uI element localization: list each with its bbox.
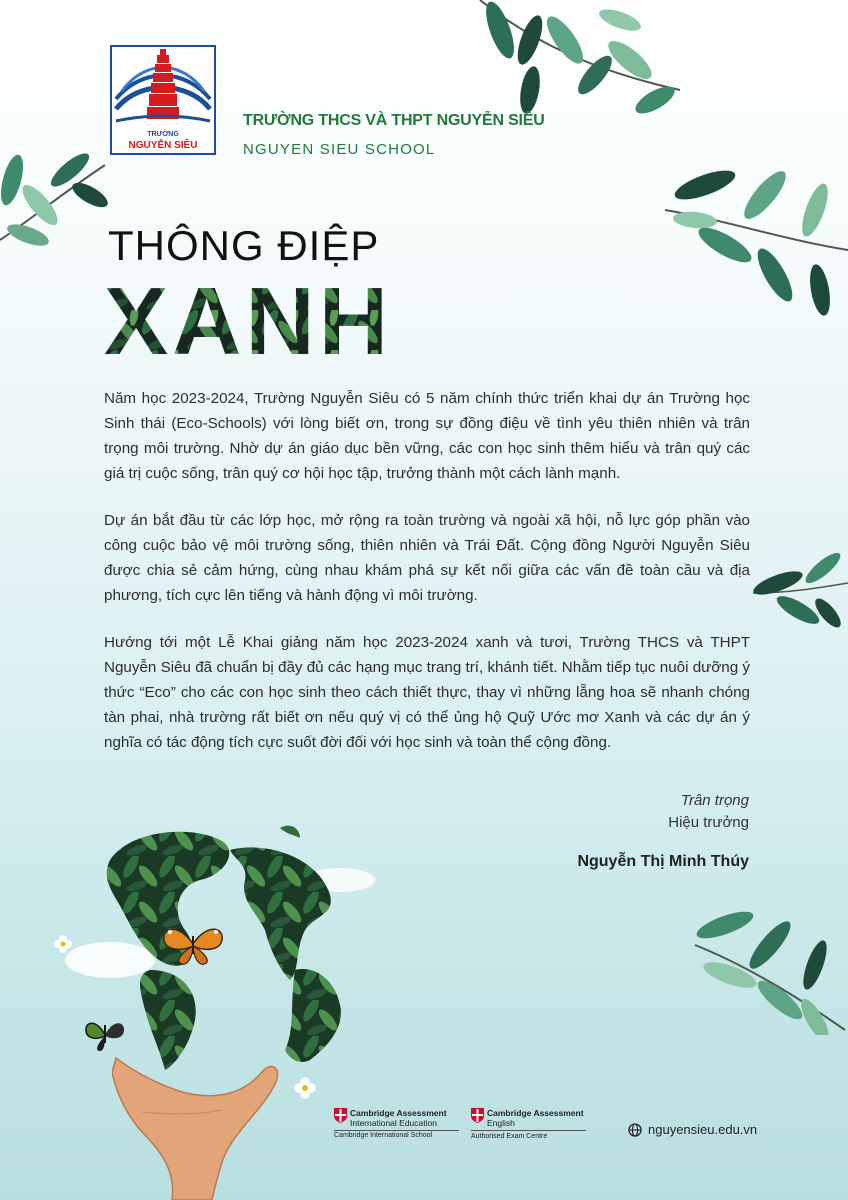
signature-name: Nguyễn Thị Minh Thúy [577, 853, 749, 870]
leaf-branch-icon [685, 905, 848, 1035]
partner-line-1: Cambridge Assessment [487, 1108, 584, 1118]
hand-icon [112, 1052, 282, 1200]
partner-cambridge-international [334, 1108, 464, 1148]
globe-web-icon [628, 1123, 642, 1137]
partner-cambridge-english [471, 1108, 591, 1148]
partner-line-1: Cambridge Assessment [350, 1108, 447, 1118]
partner-line-2: International Education [350, 1118, 437, 1128]
school-name-english: NGUYEN SIEU SCHOOL [243, 141, 436, 158]
leaf-branch-icon [0, 145, 110, 255]
title-line-2-text: XANH [104, 270, 393, 365]
partner-line-3: Authorised Exam Centre [471, 1133, 548, 1140]
shield-icon [471, 1108, 484, 1123]
butterfly-icon [82, 1015, 128, 1053]
signature-regards: Trân trọng [680, 792, 749, 809]
butterfly-icon [160, 922, 226, 966]
body-paragraph-1: Năm học 2023-2024, Trường Nguyễn Siêu có 5 năm chính thức triển khai dự án Trường học Sinh thái (Eco-Schools) với lòng biết ơn, trong sự đồng điệu về tình yêu thiên nhiên và trân trọng môi trường. Nhờ dự án giáo dục bền vững, các con học sinh thêm hiểu và trân quý các giá trị cuộc sống, trân quý cơ hội học tập, trưởng thành một cách lành mạnh. [104, 390, 750, 482]
logo-caption-big: NGUYỄN SIÊU [128, 140, 198, 151]
leaf-branch-icon [665, 150, 848, 320]
logo-caption-small: TRƯỜNG [147, 131, 179, 138]
body-paragraph-3: Hướng tới một Lễ Khai giảng năm học 2023-2024 xanh và tươi, Trường THCS và THPT Nguyễn Siêu đã chuẩn bị đầy đủ các hạng mục trang trí, khánh tiết. Nhằm tiếp tục nuôi dưỡng ý thức “Eco” cho các con học sinh theo cách thiết thực, thay vì những lẵng hoa sẽ nhanh chóng tàn phai, nhà trường rất biết ơn nếu quý vị có thể ủng hộ Quỹ Ước mơ Xanh và các dự án ý nghĩa có tác động tích cực suốt đời đối với học sinh và toàn thể cộng đồng. [104, 634, 750, 751]
pagoda-tower-icon [112, 47, 214, 131]
partner-line-3: Cambridge International School [334, 1132, 433, 1139]
flower-icon [293, 1076, 317, 1100]
shield-icon [334, 1108, 347, 1123]
leaf-branch-icon [748, 548, 848, 638]
website-url: nguyensieu.edu.vn [648, 1122, 758, 1137]
signature-role: Hiệu trưởng [668, 814, 749, 831]
partner-line-2: English [487, 1118, 515, 1128]
flower-icon [53, 934, 73, 954]
school-name-vietnamese: TRƯỜNG THCS VÀ THPT NGUYỄN SIÊU [243, 112, 545, 129]
title-line-2 [100, 270, 430, 365]
title-line-1: THÔNG ĐIỆP [108, 222, 380, 269]
body-paragraph-2: Dự án bắt đầu từ các lớp học, mở rộng ra toàn trường và ngoài xã hội, nỗ lực góp phần vào công cuộc bảo vệ môi trường sống, thiên nhiên và Trái Đất. Cộng đồng Người Nguyễn Siêu được chia sẻ cảm hứng, cùng nhau khám phá sự kết nối giữa các vấn đề toàn cầu và địa phương, tích cực lên tiếng và hành động vì môi trường. [104, 512, 750, 604]
school-logo [110, 45, 216, 155]
